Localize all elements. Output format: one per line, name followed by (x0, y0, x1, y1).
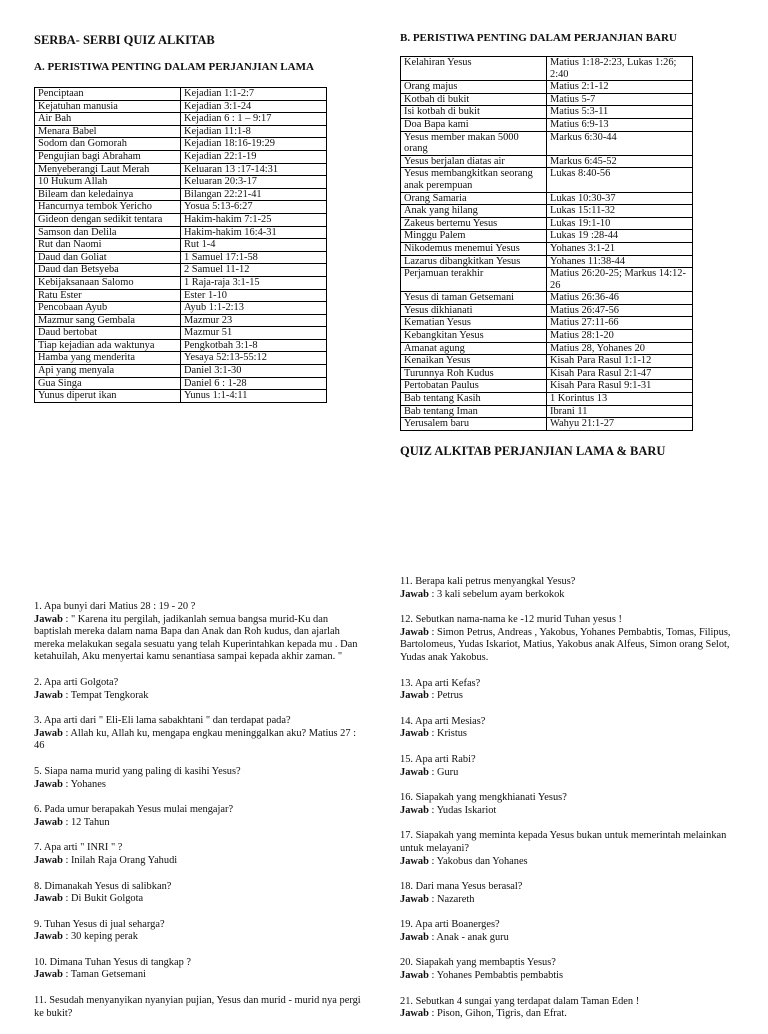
answer-label: Jawab (34, 778, 63, 790)
event-cell: Yesus di taman Getsemani (401, 292, 547, 305)
answer-label: Jawab (400, 1008, 429, 1020)
old-testament-table (34, 87, 327, 403)
reference-cell: Yosua 5:13-6:27 (181, 201, 327, 214)
table-row (35, 176, 327, 189)
table-row (401, 405, 693, 418)
answer-label: Jawab (400, 931, 429, 943)
answer-label: Jawab (34, 613, 63, 625)
quiz-question: 17. Siapakah yang meminta kepada Yesus bukan untuk memerintah melainkan untuk melayani? (400, 830, 727, 854)
table-row (401, 367, 693, 380)
answer-text: : Pison, Gihon, Tigris, dan Efrat. (428, 1008, 567, 1020)
event-cell: Hancurnya tembok Yericho (35, 201, 181, 214)
answer-text: : Yohanes (62, 778, 106, 790)
answer-label: Jawab (34, 893, 63, 905)
quiz-item (400, 716, 735, 741)
quiz-question: 5. Siapa nama murid yang paling di kasihi Yesus? (34, 765, 241, 777)
table-row (35, 365, 327, 378)
reference-cell: Wahyu 21:1-27 (547, 418, 693, 431)
quiz-answer (400, 767, 735, 780)
reference-cell: Lukas 8:40-56 (547, 168, 693, 192)
table-row (401, 304, 693, 317)
reference-cell: Kejadian 6 : 1 – 9:17 (181, 113, 327, 126)
quiz-right-column (400, 576, 735, 1034)
event-cell: Menara Babel (35, 125, 181, 138)
table-row (401, 93, 693, 106)
reference-cell: Yohanes 11:38-44 (547, 255, 693, 268)
quiz-answer (34, 855, 364, 868)
reference-cell: Matius 6:9-13 (547, 118, 693, 131)
reference-cell: Matius 26:47-56 (547, 304, 693, 317)
reference-cell: Kisah Para Rasul 1:1-12 (547, 355, 693, 368)
quiz-answer (34, 817, 364, 830)
answer-text: : Yakobus dan Yohanes (428, 855, 528, 867)
reference-cell: Pengkotbah 3:1-8 (181, 339, 327, 352)
reference-cell: Matius 26:36-46 (547, 292, 693, 305)
quiz-item (400, 919, 735, 944)
event-cell: Penciptaan (35, 88, 181, 101)
reference-cell: Matius 26:20-25; Markus 14:12-26 (547, 268, 693, 292)
event-cell: Bab tentang Iman (401, 405, 547, 418)
quiz-answer (400, 589, 735, 602)
reference-cell: Mazmur 51 (181, 327, 327, 340)
reference-cell: Matius 28, Yohanes 20 (547, 342, 693, 355)
reference-cell: Lukas 15:11-32 (547, 205, 693, 218)
quiz-question: 2. Apa arti Golgota? (34, 676, 119, 688)
reference-cell: 1 Raja-raja 3:1-15 (181, 276, 327, 289)
event-cell: Nikodemus menemui Yesus (401, 242, 547, 255)
reference-cell: Matius 5-7 (547, 93, 693, 106)
event-cell: Tiap kejadian ada waktunya (35, 339, 181, 352)
reference-cell: Kisah Para Rasul 9:1-31 (547, 380, 693, 393)
event-cell: Rut dan Naomi (35, 239, 181, 252)
event-cell: Yerusalem baru (401, 418, 547, 431)
table-row (35, 213, 327, 226)
answer-text: : Simon Petrus, Andreas , Yakobus, Yohanes Pembabtis, Tomas, Filipus, Bartolomeus, Yudas Iskariot, Matius, Yakobus anak Alfeus, Simon orang Selot, Yudas anak Yakobus. (400, 626, 731, 663)
table-row (401, 217, 693, 230)
table-row (35, 163, 327, 176)
event-cell: Pertobatan Paulus (401, 380, 547, 393)
answer-text: : Di Bukit Golgota (62, 893, 144, 905)
reference-cell: Matius 5:3-11 (547, 106, 693, 119)
table-row (35, 289, 327, 302)
table-row (401, 355, 693, 368)
reference-cell: Matius 1:18-2:23, Lukas 1:26; 2:40 (547, 57, 693, 81)
answer-text: : 30 keping perak (62, 931, 138, 943)
event-cell: Sodom dan Gomorah (35, 138, 181, 151)
quiz-item (400, 754, 735, 779)
event-cell: Amanat agung (401, 342, 547, 355)
quiz-answer (400, 932, 735, 945)
reference-cell: Ester 1-10 (181, 289, 327, 302)
quiz-answer (34, 893, 364, 906)
event-cell: Kejatuhan manusia (35, 100, 181, 113)
table-row (35, 188, 327, 201)
answer-label: Jawab (400, 690, 429, 702)
reference-cell: Keluaran 20:3-17 (181, 176, 327, 189)
event-cell: Pencobaan Ayub (35, 302, 181, 315)
quiz-item (34, 995, 364, 1020)
event-cell: Isi kotbah di bukit (401, 106, 547, 119)
event-cell: Doa Bapa kami (401, 118, 547, 131)
quiz-heading: QUIZ ALKITAB PERJANJIAN LAMA & BARU (400, 443, 666, 458)
event-cell: Api yang menyala (35, 365, 181, 378)
quiz-question: 14. Apa arti Mesias? (400, 715, 486, 727)
quiz-item (34, 804, 364, 829)
event-cell: Yesus membangkitkan seorang anak perempuan (401, 168, 547, 192)
event-cell: Daud dan Goliat (35, 251, 181, 264)
event-cell: Kematian Yesus (401, 317, 547, 330)
table-row (401, 380, 693, 393)
table-row (35, 314, 327, 327)
event-cell: Minggu Palem (401, 230, 547, 243)
quiz-answer (34, 614, 364, 664)
event-cell: Kebijaksanaan Salomo (35, 276, 181, 289)
quiz-question: 10. Dimana Tuhan Yesus di tangkap ? (34, 956, 192, 968)
table-row (35, 327, 327, 340)
quiz-left-column (34, 601, 364, 1033)
event-cell: Kenaikan Yesus (401, 355, 547, 368)
quiz-question: 16. Siapakah yang mengkhianati Yesus? (400, 792, 567, 804)
quiz-item (34, 601, 364, 664)
answer-text: : Guru (428, 766, 459, 778)
answer-label: Jawab (400, 893, 429, 905)
quiz-question: 7. Apa arti " INRI " ? (34, 842, 123, 854)
quiz-answer (34, 728, 364, 753)
table-row (35, 239, 327, 252)
table-row (35, 251, 327, 264)
quiz-item (34, 842, 364, 867)
quiz-question: 20. Siapakah yang membaptis Yesus? (400, 957, 556, 969)
quiz-answer (400, 894, 735, 907)
table-row (401, 155, 693, 168)
event-cell: Hamba yang menderita (35, 352, 181, 365)
reference-cell: Yesaya 52:13-55:12 (181, 352, 327, 365)
right-column (400, 32, 700, 459)
quiz-item (400, 792, 735, 817)
quiz-question: 11. Sesudah menyanyikan nyanyian pujian, Yesus dan murid - murid nya pergi ke bukit? (34, 995, 361, 1019)
event-cell: Yesus member makan 5000 orang (401, 131, 547, 155)
reference-cell: Yunus 1:1-4:11 (181, 390, 327, 403)
table-row (35, 390, 327, 403)
quiz-answer (400, 728, 735, 741)
reference-cell: Markus 6:30-44 (547, 131, 693, 155)
event-cell: Pengujian bagi Abraham (35, 150, 181, 163)
reference-cell: Ibrani 11 (547, 405, 693, 418)
table-row (401, 317, 693, 330)
table-row (35, 276, 327, 289)
answer-text: : Inilah Raja Orang Yahudi (62, 854, 178, 866)
answer-label: Jawab (400, 728, 429, 740)
event-cell: Kebangkitan Yesus (401, 330, 547, 343)
table-row (401, 118, 693, 131)
old-testament-heading: A. PERISTIWA PENTING DALAM PERJANJIAN LAMA (34, 61, 314, 73)
quiz-item (400, 996, 735, 1021)
table-row (401, 393, 693, 406)
reference-cell: Mazmur 23 (181, 314, 327, 327)
reference-cell: Hakim-hakim 7:1-25 (181, 213, 327, 226)
quiz-question: 13. Apa arti Kefas? (400, 677, 481, 689)
quiz-question: 6. Pada umur berapakah Yesus mulai mengajar? (34, 804, 234, 816)
answer-label: Jawab (400, 588, 429, 600)
answer-text: : Nazareth (428, 893, 475, 905)
answer-label: Jawab (400, 766, 429, 778)
event-cell: Perjamuan terakhir (401, 268, 547, 292)
reference-cell: Matius 28:1-20 (547, 330, 693, 343)
table-row (401, 342, 693, 355)
quiz-item (34, 919, 364, 944)
table-row (401, 292, 693, 305)
quiz-question: 18. Dari mana Yesus berasal? (400, 881, 523, 893)
reference-cell: Kejadian 22:1-19 (181, 150, 327, 163)
page-title: SERBA- SERBI QUIZ ALKITAB (34, 33, 215, 47)
reference-cell: Rut 1-4 (181, 239, 327, 252)
answer-text: : 3 kali sebelum ayam berkokok (428, 588, 565, 600)
event-cell: Gua Singa (35, 377, 181, 390)
reference-cell: Daniel 3:1-30 (181, 365, 327, 378)
answer-text: : Petrus (428, 690, 463, 702)
reference-cell: Lukas 10:30-37 (547, 192, 693, 205)
table-row (401, 330, 693, 343)
table-row (401, 192, 693, 205)
table-row (35, 201, 327, 214)
quiz-answer (34, 779, 364, 792)
answer-label: Jawab (400, 970, 429, 982)
quiz-question: 8. Dimanakah Yesus di salibkan? (34, 880, 172, 892)
quiz-question: 3. Apa arti dari " Eli-Eli lama sabakhtani " dan terdapat pada? (34, 715, 291, 727)
event-cell: Lazarus dibangkitkan Yesus (401, 255, 547, 268)
reference-cell: 1 Samuel 17:1-58 (181, 251, 327, 264)
event-cell: Orang majus (401, 81, 547, 94)
table-row (35, 88, 327, 101)
answer-text: : 12 Tahun (62, 816, 110, 828)
quiz-answer (34, 931, 364, 944)
event-cell: Bileam dan keledainya (35, 188, 181, 201)
answer-label: Jawab (34, 727, 63, 739)
table-row (401, 205, 693, 218)
quiz-item (400, 830, 735, 868)
table-row (35, 100, 327, 113)
answer-label: Jawab (34, 816, 63, 828)
table-row (35, 138, 327, 151)
quiz-question: 19. Apa arti Boanerges? (400, 919, 500, 931)
answer-label: Jawab (34, 931, 63, 943)
event-cell: Yesus dikhianati (401, 304, 547, 317)
reference-cell: Markus 6:45-52 (547, 155, 693, 168)
answer-text: : Kristus (428, 728, 467, 740)
answer-label: Jawab (400, 626, 429, 638)
reference-cell: Hakim-hakim 16:4-31 (181, 226, 327, 239)
event-cell: Anak yang hilang (401, 205, 547, 218)
quiz-item (400, 614, 735, 664)
answer-text: : Allah ku, Allah ku, mengapa engkau meninggalkan aku? Matius 27 : 46 (34, 727, 357, 752)
quiz-question: 11. Berapa kali petrus menyangkal Yesus? (400, 576, 576, 587)
event-cell: Kotbah di bukit (401, 93, 547, 106)
reference-cell: Keluaran 13 :17-14:31 (181, 163, 327, 176)
table-row (401, 242, 693, 255)
quiz-item (34, 715, 364, 753)
quiz-question: 15. Apa arti Rabi? (400, 753, 476, 765)
answer-text: : Tempat Tengkorak (62, 689, 149, 701)
reference-cell: Matius 27:11-66 (547, 317, 693, 330)
quiz-item (400, 957, 735, 982)
table-row (35, 352, 327, 365)
table-row (401, 81, 693, 94)
reference-cell: Kejadian 3:1-24 (181, 100, 327, 113)
table-row (401, 268, 693, 292)
event-cell: Kelahiran Yesus (401, 57, 547, 81)
event-cell: Gideon dengan sedikit tentara (35, 213, 181, 226)
reference-cell: Kejadian 11:1-8 (181, 125, 327, 138)
new-testament-table (400, 56, 693, 431)
reference-cell: Lukas 19 :28-44 (547, 230, 693, 243)
quiz-answer (400, 970, 735, 983)
event-cell: Daud bertobat (35, 327, 181, 340)
event-cell: Bab tentang Kasih (401, 393, 547, 406)
reference-cell: Lukas 19:1-10 (547, 217, 693, 230)
event-cell: Samson dan Delila (35, 226, 181, 239)
quiz-answer (34, 969, 364, 982)
reference-cell: Kisah Para Rasul 2:1-47 (547, 367, 693, 380)
table-row (401, 230, 693, 243)
answer-label: Jawab (34, 689, 63, 701)
quiz-answer (34, 690, 364, 703)
table-row (35, 377, 327, 390)
reference-cell: Ayub 1:1-2:13 (181, 302, 327, 315)
event-cell: Zakeus bertemu Yesus (401, 217, 547, 230)
reference-cell: Bilangan 22:21-41 (181, 188, 327, 201)
event-cell: Ratu Ester (35, 289, 181, 302)
answer-text: : Yohanes Pembabtis pembabtis (428, 970, 564, 982)
quiz-item (400, 881, 735, 906)
event-cell: Turunnya Roh Kudus (401, 367, 547, 380)
reference-cell: 2 Samuel 11-12 (181, 264, 327, 277)
reference-cell: Yohanes 3:1-21 (547, 242, 693, 255)
quiz-question: 9. Tuhan Yesus di jual seharga? (34, 918, 165, 930)
reference-cell: 1 Korintus 13 (547, 393, 693, 406)
quiz-item (34, 881, 364, 906)
answer-text: : Taman Getsemani (62, 969, 146, 981)
quiz-answer (400, 690, 735, 703)
table-row (401, 168, 693, 192)
table-row (401, 131, 693, 155)
answer-text: : Anak - anak guru (428, 931, 509, 943)
answer-label: Jawab (34, 854, 63, 866)
quiz-item (34, 766, 364, 791)
answer-label: Jawab (400, 855, 429, 867)
quiz-answer (400, 627, 735, 665)
quiz-item (400, 576, 735, 601)
reference-cell: Kejadian 18:16-19:29 (181, 138, 327, 151)
left-column (34, 33, 334, 403)
new-testament-heading: B. PERISTIWA PENTING DALAM PERJANJIAN BARU (400, 32, 677, 44)
quiz-question: 21. Sebutkan 4 sungai yang terdapat dalam Taman Eden ! (400, 995, 640, 1007)
reference-cell: Kejadian 1:1-2:7 (181, 88, 327, 101)
quiz-question: 1. Apa bunyi dari Matius 28 : 19 - 20 ? (34, 601, 196, 612)
table-row (401, 255, 693, 268)
answer-label: Jawab (34, 969, 63, 981)
quiz-answer (400, 1008, 735, 1021)
event-cell: 10 Hukum Allah (35, 176, 181, 189)
quiz-item (34, 957, 364, 982)
event-cell: Mazmur sang Gembala (35, 314, 181, 327)
reference-cell: Daniel 6 : 1-28 (181, 377, 327, 390)
table-row (35, 302, 327, 315)
event-cell: Yunus diperut ikan (35, 390, 181, 403)
quiz-question: 12. Sebutkan nama-nama ke -12 murid Tuhan yesus ! (400, 614, 622, 626)
table-row (35, 264, 327, 277)
event-cell: Orang Samaria (401, 192, 547, 205)
table-row (35, 125, 327, 138)
table-row (35, 150, 327, 163)
quiz-item (34, 677, 364, 702)
table-row (401, 57, 693, 81)
event-cell: Air Bah (35, 113, 181, 126)
table-row (401, 106, 693, 119)
answer-text: : Yudas Iskariot (428, 804, 497, 816)
quiz-answer (400, 856, 735, 869)
answer-text: : " Karena itu pergilah, jadikanlah semua bangsa murid-Ku dan baptislah mereka dalam nama Bapa dan Anak dan Roh kudus, dan ajarlah mereka melakukan segala sesuatu yang telah Kuperintahkan kepada mu . Dan ketahuilah, Aku menyertai kamu senantiasa sampai kepada akhir zaman. " (34, 613, 358, 663)
table-row (35, 113, 327, 126)
quiz-item (400, 678, 735, 703)
event-cell: Menyeberangi Laut Merah (35, 163, 181, 176)
table-row (35, 226, 327, 239)
table-row (401, 418, 693, 431)
quiz-answer (400, 805, 735, 818)
reference-cell: Matius 2:1-12 (547, 81, 693, 94)
event-cell: Daud dan Betsyeba (35, 264, 181, 277)
table-row (35, 339, 327, 352)
answer-label: Jawab (400, 804, 429, 816)
event-cell: Yesus berjalan diatas air (401, 155, 547, 168)
